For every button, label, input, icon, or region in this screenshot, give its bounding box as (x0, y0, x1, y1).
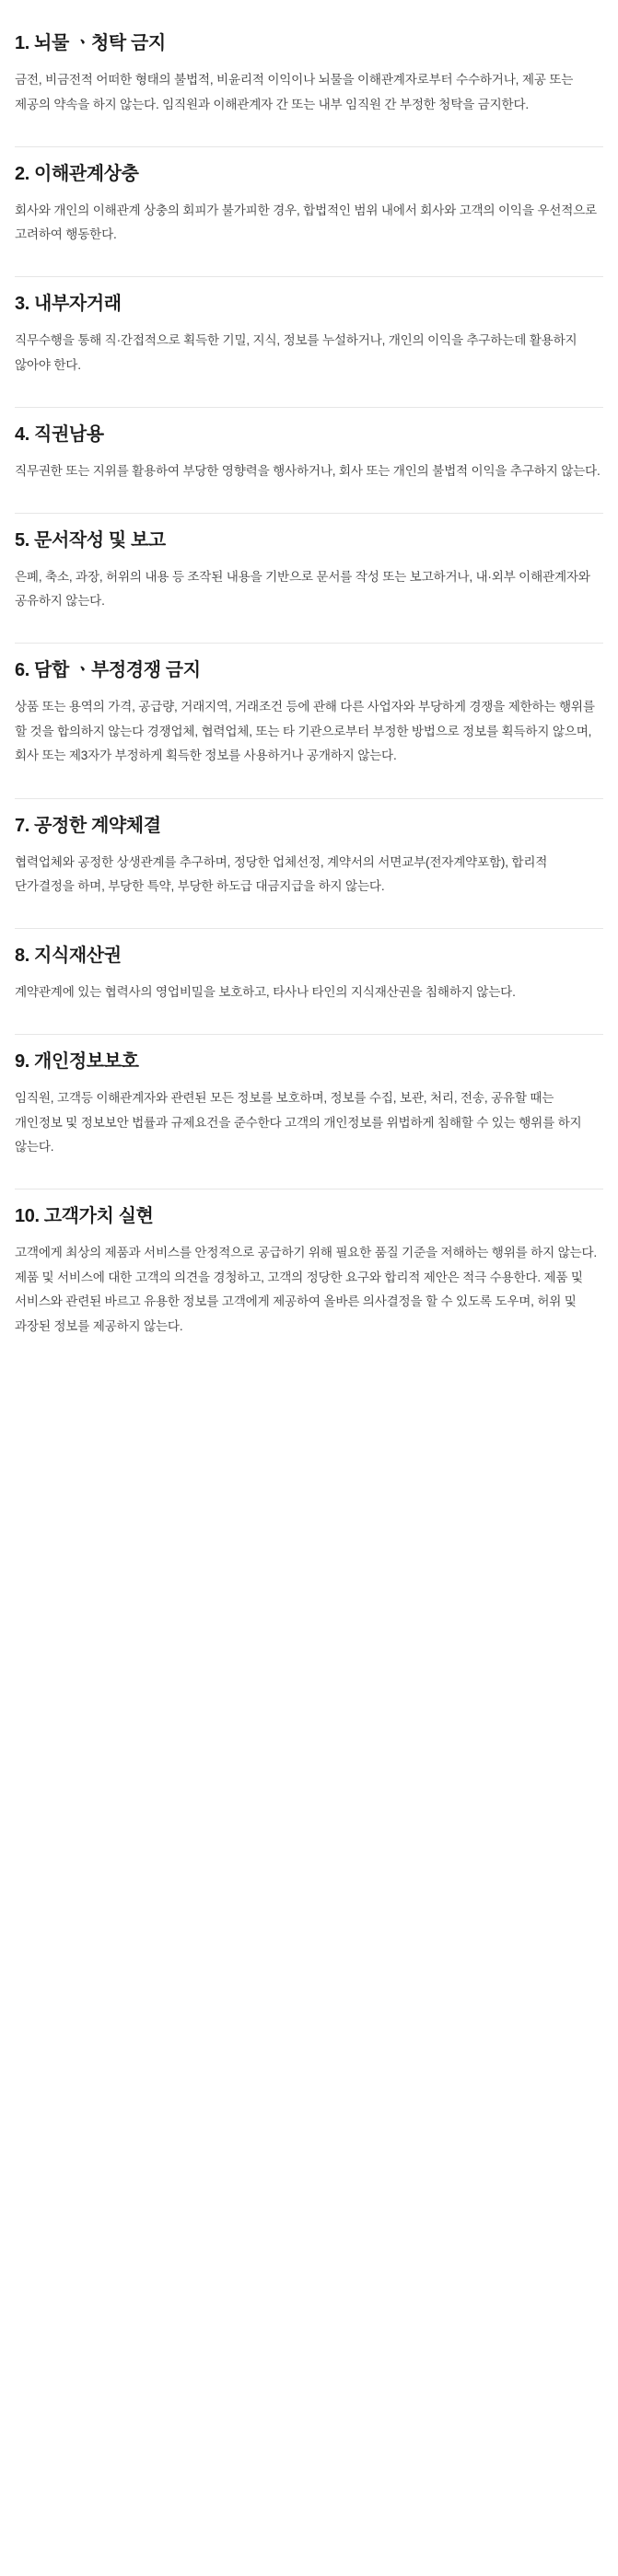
section-title: 9. 개인정보보호 (15, 1051, 139, 1073)
section-title: 3. 내부자거래 (15, 294, 122, 315)
section-title: 4. 직권남용 (15, 424, 104, 445)
section-body: 임직원, 고객등 이해관계자와 관련된 모든 정보를 보호하며, 정보를 수집, 보관, 처리, 전송, 공유할 때는 개인정보 및 정보보안 법률과 규제요건을 준수한다 고객의 개인정보를 위법하게 침해할 수 있는 행위를 하지 않는다. (15, 1091, 582, 1155)
section-item (15, 17, 603, 147)
section-body: 계약관계에 있는 협력사의 영업비밀을 보호하고, 타사나 타인의 지식재산권을 침해하지 않는다. (15, 985, 516, 1000)
section-item (15, 929, 603, 1035)
section-item (15, 514, 603, 644)
section-item (15, 408, 603, 514)
section-body: 은폐, 축소, 과장, 허위의 내용 등 조작된 내용을 기반으로 문서를 작성 또는 보고하거나, 내·외부 이해관계자와 공유하지 않는다. (15, 569, 590, 609)
section-title: 6. 담합 ㆍ부정경쟁 금지 (15, 660, 201, 681)
section-body: 회사와 개인의 이해관계 상충의 회피가 불가피한 경우, 합법적인 범위 내에서 회사와 고객의 이익을 우선적으로 고려하여 행동한다. (15, 203, 597, 242)
section-body: 고객에게 최상의 제품과 서비스를 안정적으로 공급하기 위해 필요한 품질 기준을 저해하는 행위를 하지 않는다. 제품 및 서비스에 대한 고객의 의견을 경청하고, 고객의 정당한 요구와 합리적 제안은 적극 수용한다. 제품 및 서비스와 관련된 바르고 유용한 정보를 고객에게 제공하여 올바른 의사결정을 할 수 있도록 도우며, 허위 및 과장된 정보를 제공하지 않는다. (15, 1246, 597, 1333)
section-title: 5. 문서작성 및 보고 (15, 529, 166, 551)
section-item (15, 277, 603, 408)
section-title: 1. 뇌물 ㆍ청탁 금지 (15, 33, 166, 53)
section-title: 2. 이해관계상충 (15, 163, 139, 184)
section-item (15, 1189, 603, 1368)
section-item (15, 1035, 603, 1189)
section-body: 직무권한 또는 지위를 활용하여 부당한 영향력을 행사하거나, 회사 또는 개인의 불법적 이익을 추구하지 않는다. (15, 463, 601, 478)
section-item (15, 147, 603, 278)
section-item (15, 799, 603, 930)
section-body: 직무수행을 통해 직·간접적으로 획득한 기밀, 지식, 정보를 누설하거나, 개인의 이익을 추구하는데 활용하지 않아야 한다. (15, 333, 577, 372)
section-title: 8. 지식재산권 (15, 946, 122, 967)
section-item (15, 644, 603, 798)
section-title: 7. 공정한 계약체결 (15, 815, 161, 836)
section-body: 협력업체와 공정한 상생관계를 추구하며, 정당한 업체선정, 계약서의 서면교부(전자계약포함), 합리적 단가결정을 하며, 부당한 특약, 부당한 하도급 대금지급을 하지 않는다. (15, 854, 548, 894)
section-title: 10. 고객가치 실현 (15, 1206, 154, 1227)
section-body: 금전, 비금전적 어떠한 형태의 불법적, 비윤리적 이익이나 뇌물을 이해관계자로부터 수수하거나, 제공 또는 제공의 약속을 하지 않는다. 임직원과 이해관계자 간 또는 내부 임직원 간 부정한 청탁을 금지한다. (15, 73, 574, 111)
section-body: 상품 또는 용역의 가격, 공급량, 거래지역, 거래조건 등에 관해 다른 사업자와 부당하게 경쟁을 제한하는 행위를 할 것을 합의하지 않는다 경쟁업체, 협력업체, 또는 타 기관으로부터 부정한 방법으로 정보를 획득하지 않으며, 회사 또는 제3자가 부정하게 획득한 정보를 사용하거나 공개하지 않는다. (15, 700, 595, 763)
